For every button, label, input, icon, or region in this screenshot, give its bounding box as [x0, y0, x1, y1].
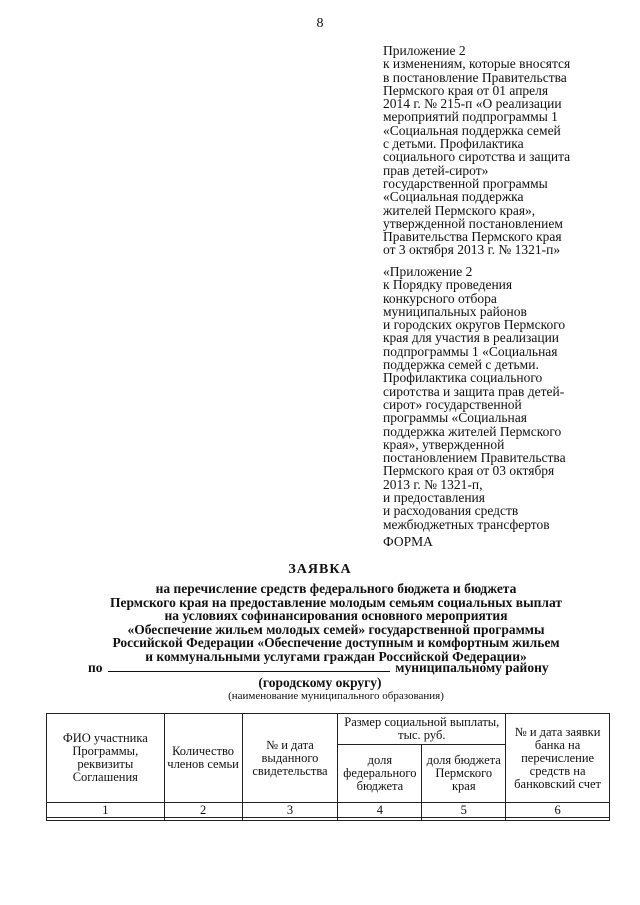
- appendix-1-line: «Социальная поддержка: [383, 189, 524, 205]
- table-cell: [506, 818, 610, 821]
- recipient-line: [88, 660, 628, 676]
- table-row: [47, 818, 610, 821]
- header-payment-size: Размер социальной выплаты, тыс. руб.: [338, 714, 506, 745]
- appendix-1-line: Правительства Пермского края: [383, 229, 562, 245]
- table-cell: [422, 818, 506, 821]
- subtitle-line: Российской Федерации «Обеспечение доступным и комфортным жильем: [112, 635, 560, 651]
- municipality-blank-field: [108, 660, 390, 672]
- appendix-2-line: программы «Социальная: [383, 410, 527, 426]
- appendix-2-line: и расходования средств: [383, 503, 519, 519]
- column-number: 4: [338, 803, 422, 818]
- appendix-2-line: к Порядку проведения: [383, 277, 513, 293]
- appendix-1-header: [383, 44, 613, 257]
- column-number: 5: [422, 803, 506, 818]
- header-family-members: Количество членов семьи: [164, 714, 242, 803]
- table-number-row: [47, 803, 610, 818]
- appendix-1-line: утвержденной постановлением: [383, 215, 563, 231]
- appendix-2-line: муниципальных районов: [383, 303, 527, 319]
- subtitle-line: на условиях софинансирования основного мероприятия: [164, 608, 508, 624]
- appendix-2-line: Профилактика социального: [383, 370, 543, 386]
- column-number: 1: [47, 803, 165, 818]
- appendix-1-line: прав детей-сирот»: [383, 162, 489, 178]
- appendix-2-line: сирот» государственной: [383, 396, 522, 412]
- appendix-1-line: Приложение 2: [383, 43, 466, 58]
- recipient-prefix: по: [88, 660, 103, 675]
- appendix-1-line: жителей Пермского края»,: [383, 202, 536, 218]
- appendix-2-line: поддержка семей с детьми.: [383, 357, 539, 373]
- appendix-2-line: края для участия в реализации: [383, 330, 560, 346]
- document-subtitle: [0, 582, 640, 664]
- header-certificate: № и дата выданного свидетельства: [242, 714, 338, 803]
- column-number: 6: [506, 803, 610, 818]
- appendix-1-line: от 3 октября 2013 г. № 1321-п»: [383, 242, 561, 258]
- header-participant: ФИО участника Программы, реквизиты Соглашения: [47, 714, 165, 803]
- column-number: 2: [164, 803, 242, 818]
- appendix-1-line: «Социальная поддержка семей: [383, 122, 561, 138]
- table-cell: [338, 818, 422, 821]
- subtitle-line: и коммунальными услугами граждан Российской Федерации»: [145, 648, 527, 664]
- appendix-2-line: Пермского края от 03 октября: [383, 463, 555, 479]
- form-label: ФОРМА: [383, 534, 433, 549]
- appendix-2-line: края», утвержденной: [383, 436, 505, 452]
- document-title: ЗАЯВКА: [288, 562, 352, 577]
- appendix-1-line: к изменениям, которые вносятся: [383, 56, 571, 72]
- recipient-suffix: муниципальному району: [395, 660, 549, 675]
- appendix-2-header: [383, 265, 613, 531]
- appendix-2-line: конкурсного отбора: [383, 290, 497, 306]
- table-header-row: [47, 714, 610, 745]
- appendix-2-line: поддержка жителей Пермского: [383, 423, 562, 439]
- header-federal-share: доля федерального бюджета: [338, 745, 422, 803]
- appendix-2-line: подпрограммы 1 «Социальная: [383, 343, 558, 359]
- header-bank-request: № и дата заявки банка на перечисление средств на банковский счет: [506, 714, 610, 803]
- subtitle-line: «Обеспечение жильем молодых семей» государственной программы: [127, 621, 545, 637]
- recipient-line-continued: (городскому округу): [258, 675, 382, 690]
- table-cell: [47, 818, 165, 821]
- appendix-1-line: социального сиротства и защита: [383, 149, 571, 165]
- appendix-2-line: и городских округов Пермского: [383, 317, 566, 333]
- subtitle-line: на перечисление средств федерального бюджета и бюджета: [155, 581, 517, 596]
- appendix-1-line: государственной программы: [383, 175, 548, 191]
- table-cell: [164, 818, 242, 821]
- appendix-2-line: 2013 г. № 1321-п,: [383, 476, 483, 492]
- header-regional-share: доля бюджета Пермского края: [422, 745, 506, 803]
- appendix-2-line: постановлением Правительства: [383, 450, 566, 466]
- appendix-2-line: межбюджетных трансфертов: [383, 516, 550, 532]
- table-cell: [242, 818, 338, 821]
- appendix-1-line: 2014 г. № 215-п «О реализации: [383, 96, 562, 112]
- appendix-2-line: «Приложение 2: [383, 264, 473, 279]
- municipality-name-hint: (наименование муниципального образования): [228, 690, 444, 702]
- appendix-1-line: с детьми. Профилактика: [383, 136, 524, 152]
- appendix-1-line: в постановление Правительства: [383, 69, 567, 85]
- column-number: 3: [242, 803, 338, 818]
- page-number: 8: [316, 16, 324, 31]
- appendix-2-line: и предоставления: [383, 490, 485, 506]
- subtitle-line: Пермского края на предоставление молодым семьям социальных выплат: [109, 594, 563, 610]
- appendix-2-line: сиротства и защита прав детей-: [383, 383, 565, 399]
- appendix-1-line: Пермского края от 01 апреля: [383, 82, 549, 98]
- request-table: [46, 713, 610, 821]
- appendix-1-line: мероприятий подпрограммы 1: [383, 109, 558, 125]
